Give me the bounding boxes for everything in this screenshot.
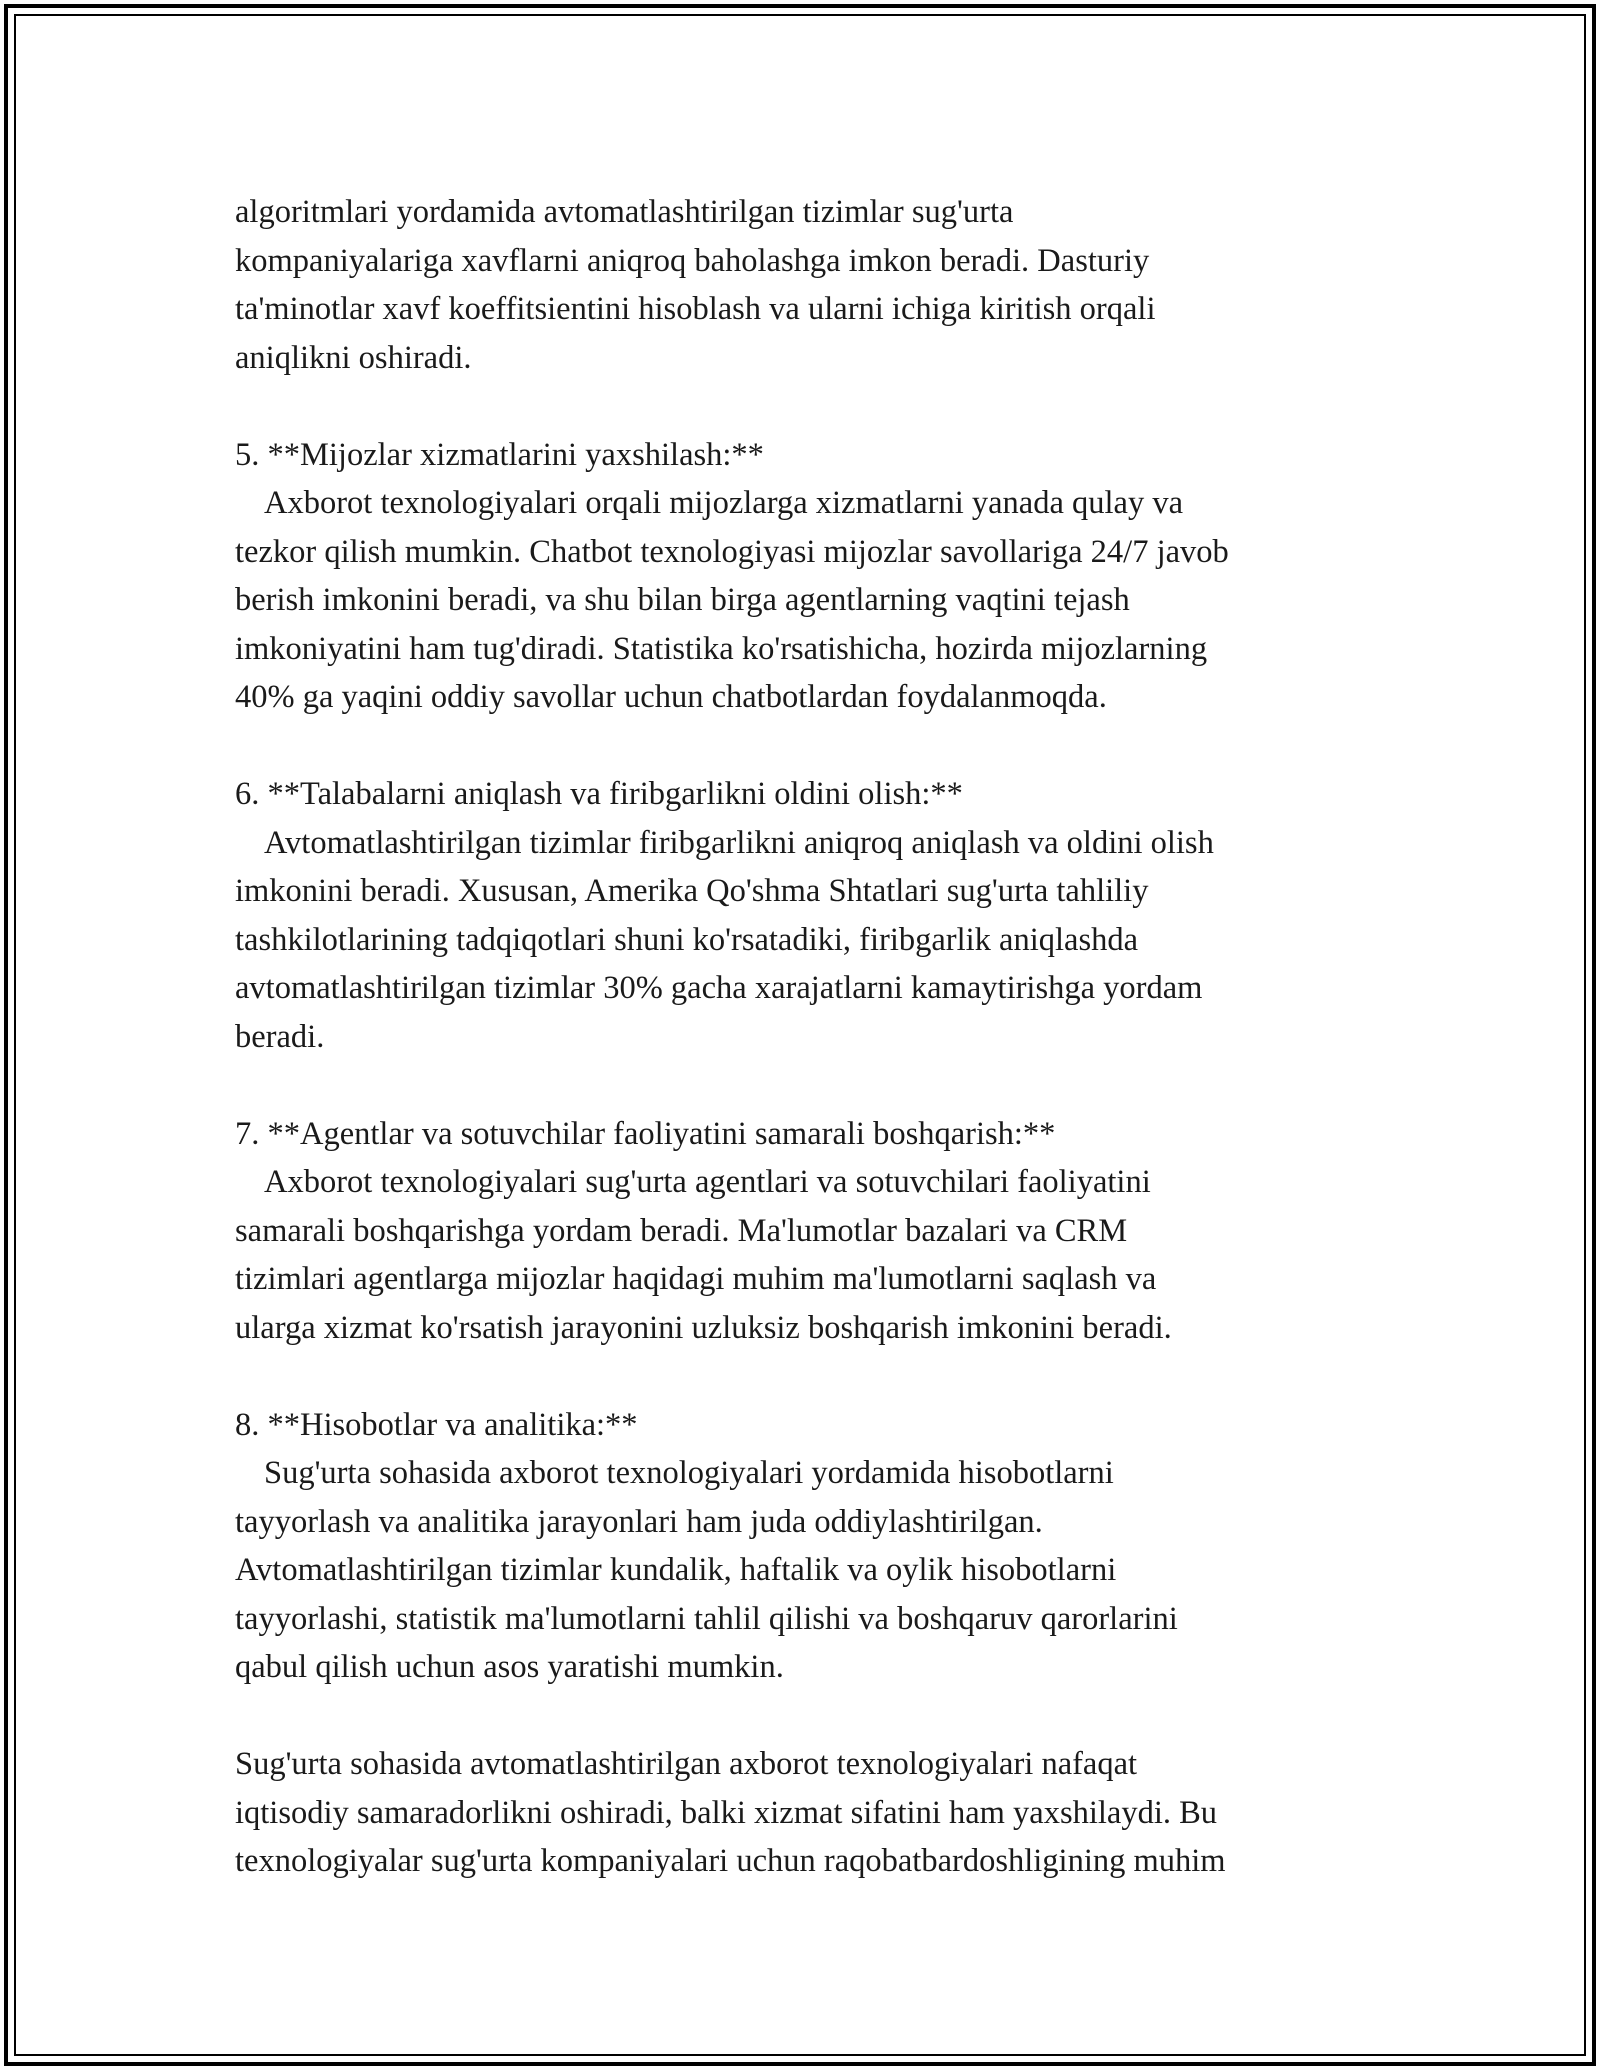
section-5 (235, 431, 1365, 722)
text-line: tashkilotlarining tadqiqotlari shuni ko'rsatadiki, firibgarlik aniqlashda (235, 921, 1139, 958)
section-8 (235, 1401, 1365, 1692)
text-line: aniqlikni oshiradi. (235, 339, 472, 376)
text-line: kompaniyalariga xavflarni aniqroq baholashga imkon beradi. Dasturiy (235, 242, 1150, 279)
text-line: Sug'urta sohasida avtomatlashtirilgan axborot texnologiyalari nafaqat (235, 1746, 1138, 1782)
intro-paragraph (235, 188, 1365, 382)
paragraph-gap (235, 382, 1365, 431)
text-line: ta'minotlar xavf koeffitsientini hisoblash va ularni ichiga kiritish orqali (235, 291, 1156, 327)
section-heading: 8. **Hisobotlar va analitika:** (235, 1406, 638, 1443)
text-line: berish imkonini beradi, va shu bilan birga agentlarning vaqtini tejash (235, 582, 1130, 618)
text-line: tizimlari agentlarga mijozlar haqidagi muhim ma'lumotlarni saqlash va (235, 1261, 1157, 1297)
text-line: beradi. (235, 1018, 325, 1055)
text-line: tezkor qilish mumkin. Chatbot texnologiyasi mijozlar savollariga 24/7 javob (235, 533, 1229, 570)
document-body (235, 188, 1365, 1886)
text-line: Avtomatlashtirilgan tizimlar kundalik, haftalik va oylik hisobotlarni (235, 1552, 1117, 1588)
text-line: imkonini beradi. Xususan, Amerika Qo'shma Shtatlari sug'urta tahliliy (235, 873, 1149, 909)
text-line: ularga xizmat ko'rsatish jarayonini uzluksiz boshqarish imkonini beradi. (235, 1309, 1172, 1346)
text-line: imkoniyatini ham tug'diradi. Statistika ko'rsatishicha, hozirda mijozlarning (235, 630, 1208, 667)
text-line: texnologiyalar sug'urta kompaniyalari uchun raqobatbardoshligining muhim (235, 1843, 1226, 1879)
section-6 (235, 770, 1365, 1061)
section-heading: 7. **Agentlar va sotuvchilar faoliyatini samarali boshqarish:** (235, 1115, 1056, 1152)
text-line: samarali boshqarishga yordam beradi. Ma'lumotlar bazalari va CRM (235, 1212, 1128, 1249)
text-line: Axborot texnologiyalari sug'urta agentlari va sotuvchilari faoliyatini (264, 1164, 1151, 1200)
text-line: Axborot texnologiyalari orqali mijozlarga xizmatlarni yanada qulay va (264, 485, 1184, 521)
section-heading: 6. **Talabalarni aniqlash va firibgarlikni oldini olish:** (235, 776, 963, 812)
section-7 (235, 1110, 1365, 1353)
text-line: Sug'urta sohasida axborot texnologiyalari yordamida hisobotlarni (264, 1455, 1114, 1491)
text-line: 40% ga yaqini oddiy savollar uchun chatbotlardan foydalanmoqda. (235, 679, 1107, 715)
text-line: algoritmlari yordamida avtomatlashtirilgan tizimlar sug'urta (235, 194, 1014, 230)
paragraph-gap (235, 722, 1365, 771)
text-line: qabul qilish uchun asos yaratishi mumkin. (235, 1649, 784, 1685)
text-line: tayyorlash va analitika jarayonlari ham juda oddiylashtirilgan. (235, 1503, 1043, 1540)
paragraph-gap (235, 1692, 1365, 1741)
text-line: iqtisodiy samaradorlikni oshiradi, balki xizmat sifatini ham yaxshilaydi. Bu (235, 1794, 1218, 1831)
paragraph-gap (235, 1352, 1365, 1401)
closing-paragraph (235, 1740, 1365, 1886)
section-heading: 5. **Mijozlar xizmatlarini yaxshilash:** (235, 436, 764, 473)
paragraph-gap (235, 1061, 1365, 1110)
text-line: tayyorlashi, statistik ma'lumotlarni tahlil qilishi va boshqaruv qarorlarini (235, 1600, 1178, 1637)
text-line: avtomatlashtirilgan tizimlar 30% gacha xarajatlarni kamaytirishga yordam (235, 970, 1203, 1006)
text-line: Avtomatlashtirilgan tizimlar firibgarlikni aniqroq aniqlash va oldini olish (264, 824, 1214, 861)
